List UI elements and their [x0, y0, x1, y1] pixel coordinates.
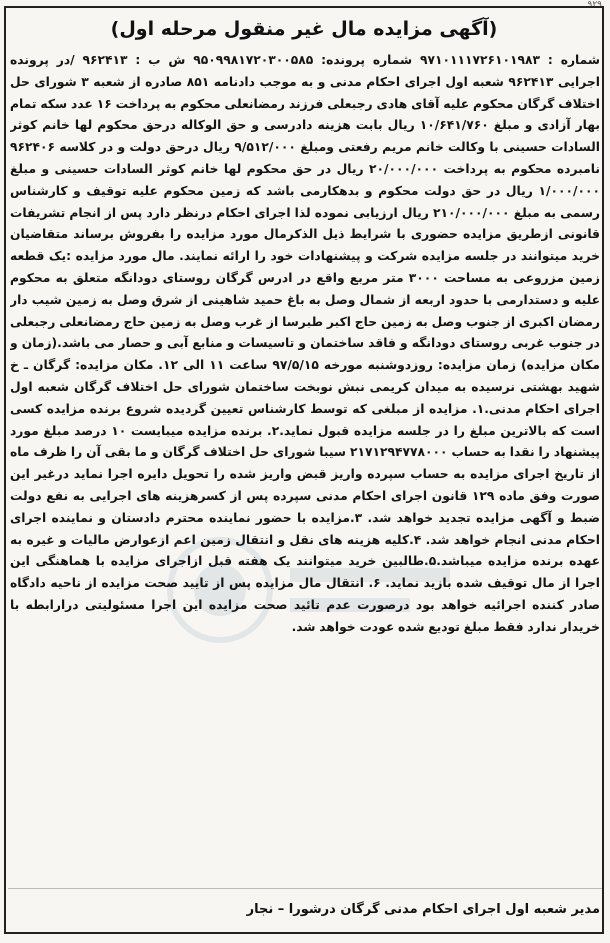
notice-title: (آگهی مزایده مال غیر منقول مرحله اول): [110, 18, 498, 40]
notice-body: شماره : ۹۷۱۰۱۱۱۷۲۶۱۰۱۹۸۳ شماره پرونده: ۹۵۰۹۹۸۱۷۲۰۳۰۰۵۸۵ ش ب : ۹۶۲۴۱۳ /در پرونده اجرایی ۹۶۲۴۱۳ شعبه اول اجرای احکام مدنی و به موجب دادنامه ۸۵۱ صادره از شعبه ۳ شورای حل اختلاف گرگان محکوم علیه آقای هادی رجبعلی فرزند رمضانعلی محکوم به پرداخت ۱۶ عدد سکه تمام بهار آزادی و مبلغ ۱۰/۶۴۱/۷۶۰ ریال بابت هزینه دادرسی و حق الوکاله درحق محکوم لها خانم کوثر السادات حسینی با وکالت خانم مریم رفعتی ومبلغ ۹/۵۱۲/۰۰۰ ریال درحق دولت و در کلاسه ۹۶۲۴۰۶ نامبرده محکوم به پرداخت ۲۰/۰۰۰/۰۰۰ ریال در حق محکوم لها خانم کوثر السادات حسینی و مبلغ ۱/۰۰۰/۰۰۰ ریال در حق دولت محکوم و بدهکارمی باشد که زمین محکوم علیه توقیف و کارشناس رسمی به مبلغ ۲۱۰/۰۰۰/۰۰۰ ریال ارزیابی نموده لذا اجرای احکام درنظر دارد پس از انجام تشریفات قانونی ازطریق مزایده حضوری با شرایط ذیل الذکرمال مورد مزایده را بفروش برساند متقاضیان خرید میتوانند در جلسه مزایده شرکت و پیشنهادات خود را ارائه نمایند. مال مورد مزایده :یک قطعه زمین مزروعی به مساحت ۳۰۰۰ متر مربع واقع در ادرس گرگان روستای دودانگه متعلق به محکوم علیه و دستدارمی با حدود اربعه از شمال وصل به باغ حمید شاهینی از شرق وصل به زمین شیب دار رمضان اکبری از جنوب وصل به زمین حاج اکبر طبرسا از غرب وصل به زمین حاج رمضانعلی رجبعلی در جنوب غربی روستای دودانگه و فاقد ساختمان و تاسیسات و منابع آبی و حصار می باشد.(زمان و مکان مزایده) زمان مزایده: روزدوشنبه مورخه ۹۷/۵/۱۵ ساعت ۱۱ الی ۱۲. مکان مزایده: گرگان ـ خ شهید بهشتی نرسیده به میدان کریمی نبش نوبخت ساختمان شورای حل اختلاف گرگان شعبه اول اجرای احکام مدنی.۱. مزایده از مبلغی که توسط کارشناس تعیین گردیده شروع برنده مزایده کسی است که بالاترین مبلغ را در جلسه مزایده قبول نماید.۲. برنده مزایده میبایست ۱۰ درصد مبلغ مورد پیشنهاد را نقدا به حساب ۲۱۷۱۲۹۴۷۷۸۰۰۰ سیبا شورای حل اختلاف گرگان و ما بقی آن را ظرف ماه از تاریخ اجرای مزایده به حساب سپرده واریز قبض واریز شده را تحویل دایره اجرا نماید درغیر این صورت وفق ماده ۱۲۹ قانون اجرای احکام مدنی سپرده پس از کسرهزینه های اجرایی به نفع دولت ضبط و آگهی مزایده تجدید خواهد شد. ۳.مزایده با حضور نماینده محترم دادستان و نماینده اجرای احکام مدنی انجام خواهد شد. ۴.کلیه هزینه های نقل و انتقال زمین اعم ازعوارض مالیات و غیره به عهده برنده مزایده میباشد.۵.طالبین خرید میتوانند یک هفته قبل ازاجرای مزایده با هماهنگی این اجرا از مال توقیف شده بازید نماید. ۶. انتقال مال مزایده پس از تایید صحت مزایده از ناحیه دادگاه صادر کننده اجرائیه خواهد بود درصورت عدم تائید صحت مزایده این اجرا مسئولیتی درارابطه با خریدار ندارد فقط مبلغ تودیع شده عودت خواهد شد.: [10, 53, 600, 634]
page-number: ۹۲۹: [587, 0, 602, 10]
footer-divider: [8, 888, 602, 889]
title-area: [4, 8, 604, 50]
notice-signature: مدیر شعبه اول اجرای احکام مدنی گرگان درشورا – نجار: [246, 902, 600, 917]
